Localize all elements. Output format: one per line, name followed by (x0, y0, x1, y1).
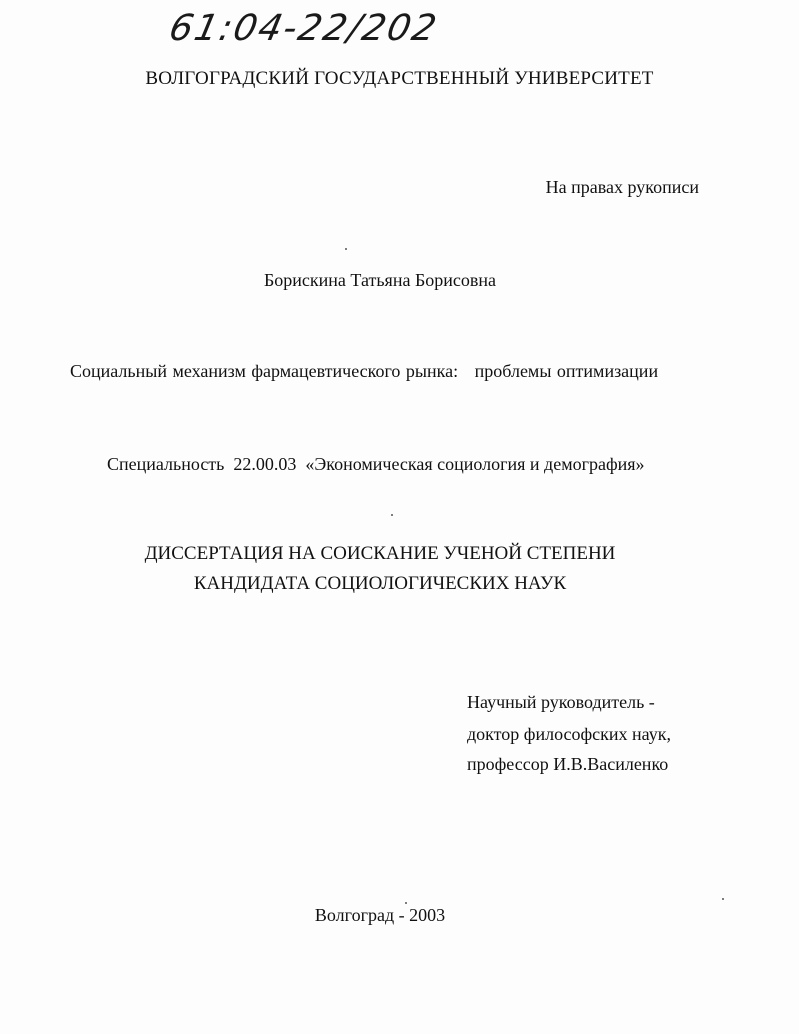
advisor-line-3: профессор И.В.Василенко (467, 754, 669, 774)
author-name: Борискина Татьяна Борисовна (263, 270, 497, 290)
dissertation-title: Социальный механизм фармацевтического рынка: проблемы оптимизации (70, 361, 659, 381)
specialty-line: Специальность 22.00.03 «Экономическая социология и демография» (107, 454, 645, 474)
rights-note: На правах рукописи (545, 177, 699, 197)
degree-line-1: ДИССЕРТАЦИЯ НА СОИСКАНИЕ УЧЕНОЙ СТЕПЕНИ (144, 543, 616, 564)
advisor-line-2: доктор философских наук, (467, 724, 671, 744)
advisor-line-1: Научный руководитель - (467, 692, 655, 712)
scan-speck (722, 898, 724, 900)
scan-speck (391, 514, 393, 516)
scan-speck (345, 248, 347, 250)
degree-line-2: КАНДИДАТА СОЦИОЛОГИЧЕСКИХ НАУК (193, 573, 567, 594)
university-name: ВОЛГОГРАДСКИЙ ГОСУДАРСТВЕННЫЙ УНИВЕРСИТЕТ (145, 68, 654, 89)
city-year: Волгоград - 2003 (314, 905, 446, 925)
handwritten-archive-code: 61:04-22/202 (165, 8, 442, 49)
scan-speck (405, 902, 407, 904)
